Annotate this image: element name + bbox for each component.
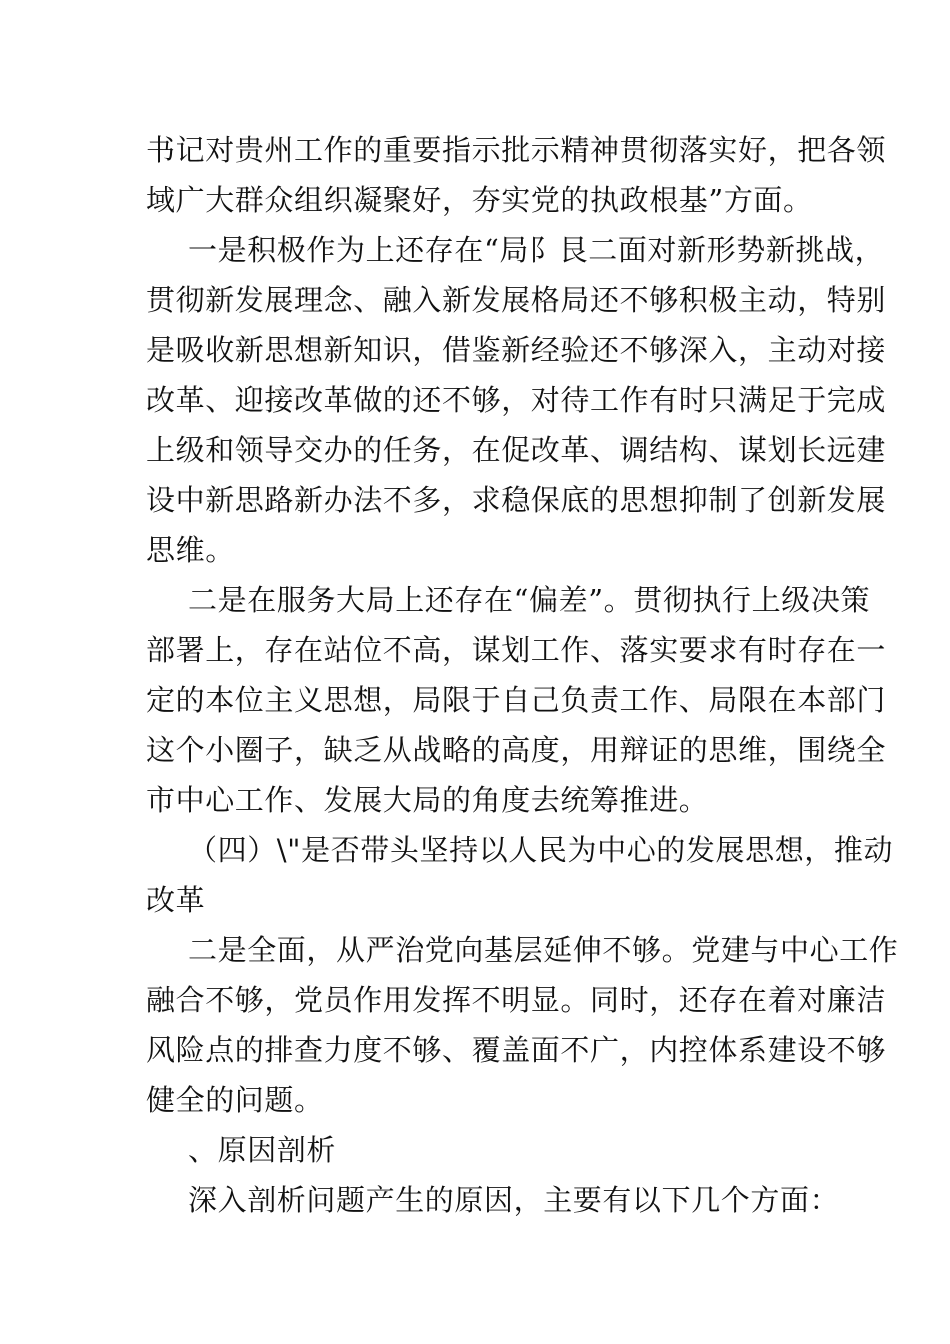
text-line: 改革、迎接改革做的还不够，对待工作有时只满足于完成 [146,383,887,417]
text-line: 风险点的排查力度不够、覆盖面不广，内控体系建设不够 [146,1033,887,1067]
text-line: 这个小圈子，缺乏从战略的高度，用辩证的思维，围绕全 [146,733,887,767]
section-heading: （四）\"是否带头坚持以人民为中心的发展思想，推动 [188,833,894,867]
text-line: 定的本位主义思想，局限于自己负责工作、局限在本部门 [146,683,887,717]
text-line: 改革 [146,883,206,917]
text-line: 贯彻新发展理念、融入新发展格局还不够积极主动，特别 [146,283,887,317]
text-line: 部署上，存在站位不高，谋划工作、落实要求有时存在一 [146,633,887,667]
text-line: 二是全面，从严治党向基层延伸不够。党建与中心工作 [188,933,899,967]
text-line: 上级和领导交办的任务，在促改革、调结构、谋划长远建 [146,433,887,467]
text-line: 融合不够，党员作用发挥不明显。同时，还存在着对廉洁 [146,983,887,1017]
text-line: 市中心工作、发展大局的角度去统筹推进。 [146,783,709,817]
text-line: 一是积极作为上还存在“局阝艮二面对新形势新挑战， [188,233,885,267]
section-heading: 、原因剖析 [188,1133,337,1167]
text-line: 深入剖析问题产生的原因，主要有以下几个方面： [188,1183,840,1217]
text-line: 是吸收新思想新知识，借鉴新经验还不够深入，主动对接 [146,333,887,367]
text-line: 二是在服务大局上还存在“偏差”。贯彻执行上级决策 [188,583,871,617]
text-line: 设中新思路新办法不多，求稳保底的思想抑制了创新发展 [146,483,887,517]
text-line: 健全的问题。 [146,1083,324,1117]
text-line: 域广大群众组织凝聚好，夯实党的执政根基”方面。 [146,183,813,217]
text-line: 思维。 [146,533,235,567]
text-line: 书记对贵州工作的重要指示批示精神贯彻落实好，把各领 [146,133,887,167]
